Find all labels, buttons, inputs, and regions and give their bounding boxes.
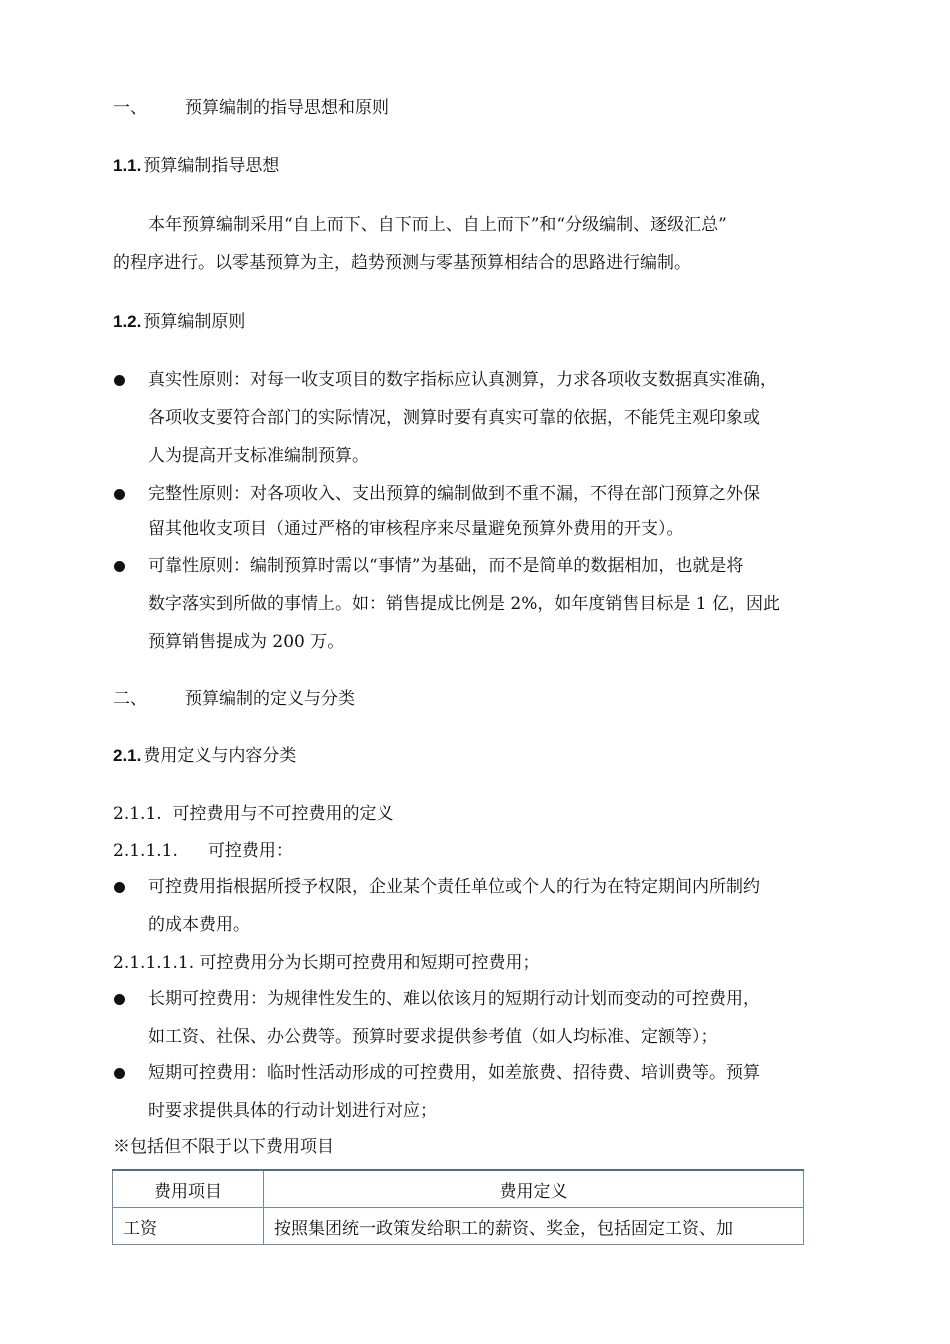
subsection-heading xyxy=(113,155,279,177)
heading-2-1-1-1-1: 2.1.1.1.1. 可控费用分为长期可控费用和短期可控费用； xyxy=(113,953,540,973)
subsection-title: 预算编制指导思想 xyxy=(143,156,280,176)
heading-title: 可控费用： xyxy=(207,841,293,861)
section-heading xyxy=(113,688,355,710)
heading-number: 2.1.1.1. xyxy=(113,841,178,861)
subsection-heading xyxy=(113,311,245,333)
bullet-icon xyxy=(114,994,125,1005)
note-text: ※包括但不限于以下费用项目 xyxy=(113,1137,334,1157)
bullet-line: 人为提高开支标准编制预算。 xyxy=(148,446,369,466)
bullet-line: 真实性原则：对每一收支项目的数字指标应认真测算，力求各项收支数据真实准确， xyxy=(148,370,777,390)
bullet-line: 各项收支要符合部门的实际情况，测算时要有真实可靠的依据，不能凭主观印象或 xyxy=(148,408,760,428)
table-cell: 工资 xyxy=(113,1208,264,1245)
section-heading xyxy=(113,97,389,119)
bullet-line: 短期可控费用：临时性活动形成的可控费用，如差旅费、招待费、培训费等。预算 xyxy=(148,1063,760,1083)
fee-table xyxy=(112,1169,804,1245)
bullet-line: 长期可控费用：为规律性发生的、难以依该月的短期行动计划而变动的可控费用， xyxy=(148,989,760,1009)
bullet-icon xyxy=(114,375,125,386)
subsection-title: 预算编制原则 xyxy=(143,312,246,332)
table-header-row xyxy=(113,1170,804,1208)
subsection-title: 费用定义与内容分类 xyxy=(143,746,297,766)
heading-2-1-1-1 xyxy=(113,840,293,862)
bullet-line: 完整性原则：对各项收入、支出预算的编制做到不重不漏，不得在部门预算之外保 xyxy=(148,484,760,504)
bullet-line: 时要求提供具体的行动计划进行对应； xyxy=(148,1101,437,1121)
bullet-icon xyxy=(114,489,125,500)
subsection-number: 1.2. xyxy=(113,312,142,331)
bullet-icon xyxy=(114,1068,125,1079)
bullet-icon xyxy=(114,561,125,572)
bullet-line: 预算销售提成为 200 万。 xyxy=(148,632,345,652)
paragraph-line: 本年预算编制采用“自上而下、自下而上、自上而下”和“分级编制、逐级汇总” xyxy=(148,215,727,235)
subsection-number: 2.1. xyxy=(113,746,142,765)
bullet-line: 的成本费用。 xyxy=(148,915,250,935)
table-row xyxy=(113,1208,804,1245)
bullet-line: 如工资、社保、办公费等。预算时要求提供参考值（如人均标准、定额等）； xyxy=(148,1027,718,1047)
subsection-number: 1.1. xyxy=(113,156,142,175)
section-number: 一、 xyxy=(113,98,147,118)
bullet-line: 数字落实到所做的事情上。如：销售提成比例是 2%，如年度销售目标是 1 亿，因此 xyxy=(148,594,780,614)
subsection-heading xyxy=(113,745,296,767)
section-number: 二、 xyxy=(113,689,147,709)
bullet-icon xyxy=(114,882,125,893)
bullet-line: 可控费用指根据所授予权限，企业某个责任单位或个人的行为在特定期间内所制约 xyxy=(148,877,760,897)
heading-2-1-1: 2.1.1. 可控费用与不可控费用的定义 xyxy=(113,804,394,824)
section-title: 预算编制的定义与分类 xyxy=(185,689,355,709)
bullet-line: 留其他收支项目（通过严格的审核程序来尽量避免预算外费用的开支）。 xyxy=(148,519,684,539)
table-header-cell: 费用定义 xyxy=(264,1170,804,1208)
paragraph-line: 的程序进行。以零基预算为主，趋势预测与零基预算相结合的思路进行编制。 xyxy=(113,253,691,273)
bullet-line: 可靠性原则：编制预算时需以“事情”为基础，而不是简单的数据相加，也就是将 xyxy=(148,556,744,576)
section-title: 预算编制的指导思想和原则 xyxy=(185,98,389,118)
table-cell: 按照集团统一政策发给职工的薪资、奖金，包括固定工资、加 xyxy=(264,1208,804,1245)
table-header-cell: 费用项目 xyxy=(113,1170,264,1208)
